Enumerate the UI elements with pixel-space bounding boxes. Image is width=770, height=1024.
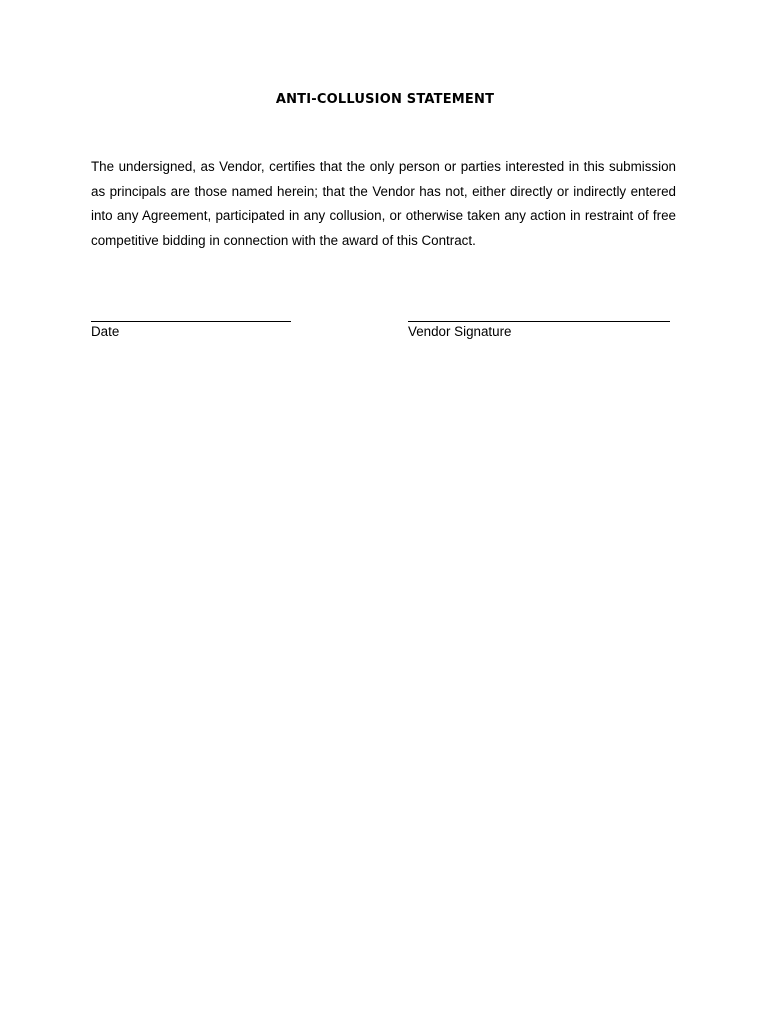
document-title: ANTI-COLLUSION STATEMENT: [275, 92, 495, 107]
date-label: Date: [91, 324, 120, 339]
statement-paragraph: The undersigned, as Vendor, certifies that the only person or parties interested in this submission as principals are those named herein; that the Vendor has not, either directly or indirectly entered into any Agreement, participated in any collusion, or otherwise taken any action in restraint of free competitive bidding in connection with the award of this Contract.: [91, 159, 676, 248]
date-signature-line: [91, 306, 291, 322]
vendor-signature-line: [408, 306, 670, 322]
vendor-signature-label: Vendor Signature: [408, 324, 512, 339]
date-field: [91, 306, 291, 340]
vendor-signature-field: [408, 306, 670, 340]
